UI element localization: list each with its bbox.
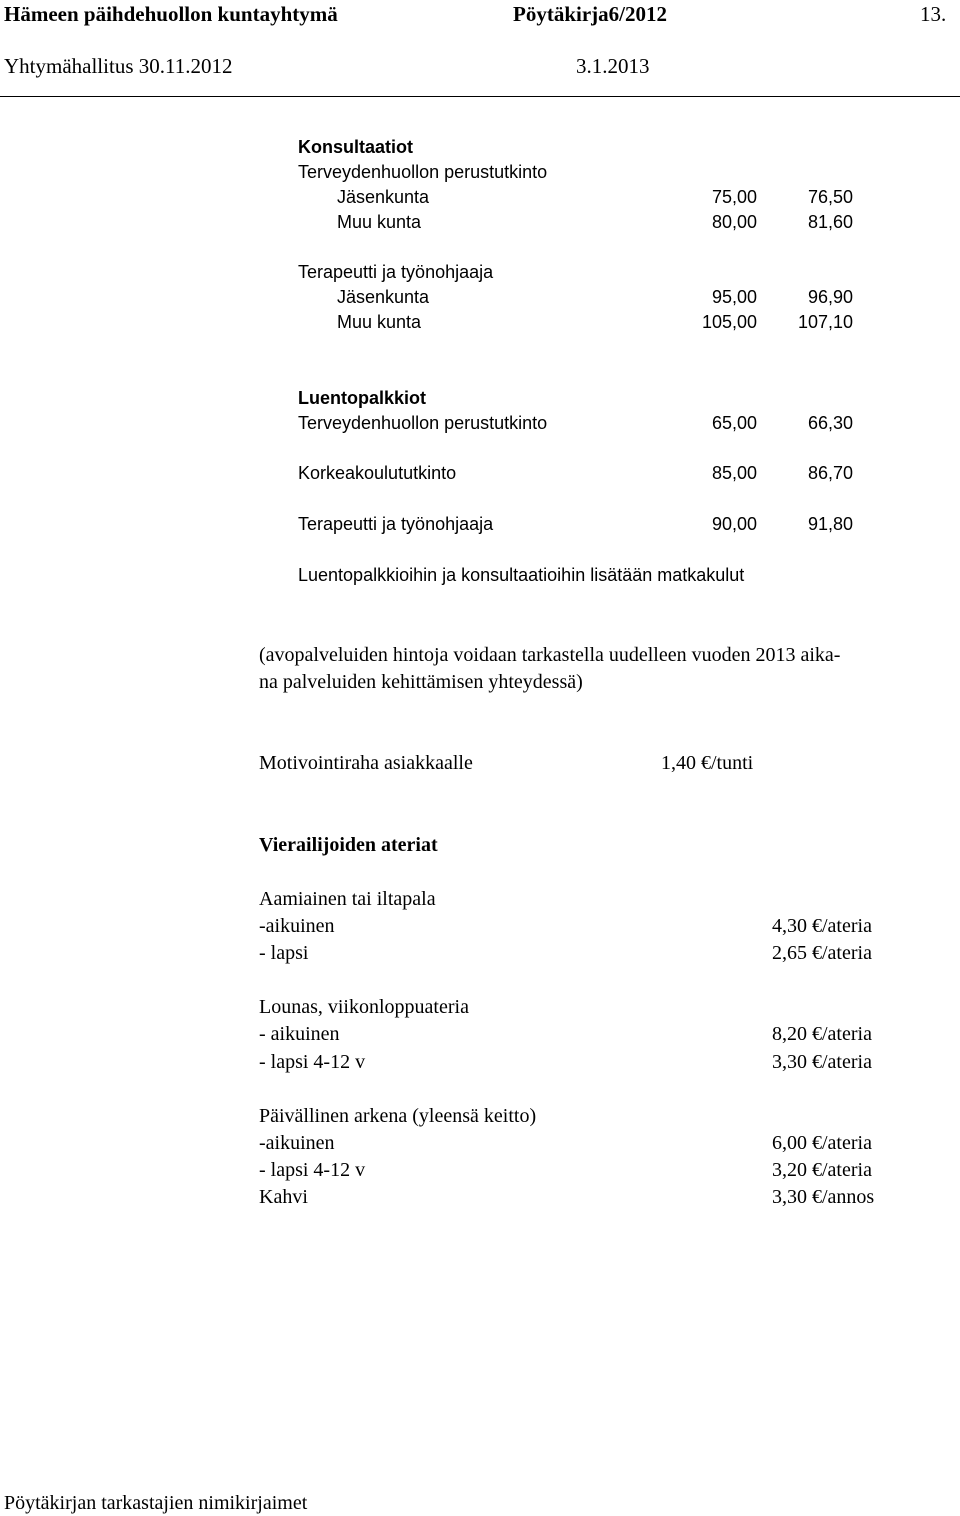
meal-row-label: -aikuinen	[259, 915, 335, 937]
konsultaatiot-row-value1: 95,00	[711, 287, 757, 307]
header-org: Hämeen päihdehuollon kuntayhtymä	[4, 2, 338, 26]
paivallinen-label: Päivällinen arkena (yleensä keitto)	[259, 1105, 537, 1127]
meal-row-label: - aikuinen	[259, 1023, 340, 1045]
meal-row-value: 6,00 €/ateria	[772, 1132, 872, 1154]
header-date: 3.1.2013	[576, 54, 650, 78]
konsultaatiot-row-label: Jäsenkunta	[337, 287, 430, 307]
meal-row-label: - lapsi 4-12 v	[259, 1051, 366, 1073]
luentopalkkiot-row-value1: 90,00	[711, 514, 757, 534]
luentopalkkiot-note: Luentopalkkioihin ja konsultaatioihin lisätään matkakulut	[298, 565, 745, 585]
konsultaatiot-title: Konsultaatiot	[298, 137, 413, 157]
meal-row-value: 2,65 €/ateria	[772, 942, 872, 964]
footer-initials-label: Pöytäkirjan tarkastajien nimikirjaimet	[4, 1492, 308, 1514]
konsultaatiot-row-label: Jäsenkunta	[337, 187, 430, 207]
meal-row-label: - lapsi	[259, 942, 309, 964]
konsultaatiot-group2-label: Terapeutti ja työnohjaaja	[298, 262, 494, 282]
vierailijat-title: Vierailijoiden ateriat	[259, 834, 438, 856]
meal-row-label: -aikuinen	[259, 1132, 335, 1154]
meal-row-value: 4,30 €/ateria	[772, 915, 872, 937]
luentopalkkiot-row-value1: 65,00	[711, 413, 757, 433]
header-page-number: 13.	[920, 2, 947, 26]
konsultaatiot-row-label: Muu kunta	[337, 312, 422, 332]
konsultaatiot-row-value2: 76,50	[807, 187, 853, 207]
meal-row-label: Kahvi	[259, 1186, 308, 1208]
konsultaatiot-row-value1: 75,00	[711, 187, 757, 207]
konsultaatiot-row-label: Muu kunta	[337, 212, 422, 232]
meal-row-value: 8,20 €/ateria	[772, 1023, 872, 1045]
luentopalkkiot-row-value2: 91,80	[807, 514, 853, 534]
avo-note-line2: na palveluiden kehittämisen yhteydessä)	[259, 671, 583, 693]
lounas-label: Lounas, viikonloppuateria	[259, 996, 469, 1018]
luentopalkkiot-row-label: Terveydenhuollon perustutkinto	[298, 413, 548, 433]
meal-row-value: 3,20 €/ateria	[772, 1159, 872, 1181]
luentopalkkiot-row-value1: 85,00	[711, 463, 757, 483]
konsultaatiot-row-value1: 105,00	[701, 312, 757, 332]
meal-row-value: 3,30 €/ateria	[772, 1051, 872, 1073]
header-divider	[0, 96, 960, 97]
konsultaatiot-group1-label: Terveydenhuollon perustutkinto	[298, 162, 548, 182]
konsultaatiot-row-value2: 81,60	[807, 212, 853, 232]
aamiainen-label: Aamiainen tai iltapala	[259, 888, 436, 910]
meal-row-label: - lapsi 4-12 v	[259, 1159, 366, 1181]
meal-row-value: 3,30 €/annos	[772, 1186, 875, 1208]
avo-note-line1: (avopalveluiden hintoja voidaan tarkastella uudelleen vuoden 2013 aika-	[259, 644, 841, 666]
luentopalkkiot-row-label: Korkeakoulututkinto	[298, 463, 457, 483]
konsultaatiot-row-value2: 96,90	[807, 287, 853, 307]
motivointi-label: Motivointiraha asiakkaalle	[259, 752, 473, 774]
luentopalkkiot-title: Luentopalkkiot	[298, 388, 427, 408]
luentopalkkiot-row-value2: 66,30	[807, 413, 853, 433]
luentopalkkiot-row-label: Terapeutti ja työnohjaaja	[298, 514, 494, 534]
konsultaatiot-row-value1: 80,00	[711, 212, 757, 232]
luentopalkkiot-row-value2: 86,70	[807, 463, 853, 483]
header-doc-number: Pöytäkirja6/2012	[513, 2, 667, 26]
header-meeting: Yhtymähallitus 30.11.2012	[4, 54, 233, 78]
konsultaatiot-row-value2: 107,10	[797, 312, 853, 332]
motivointi-value: 1,40 €/tunti	[661, 752, 754, 774]
